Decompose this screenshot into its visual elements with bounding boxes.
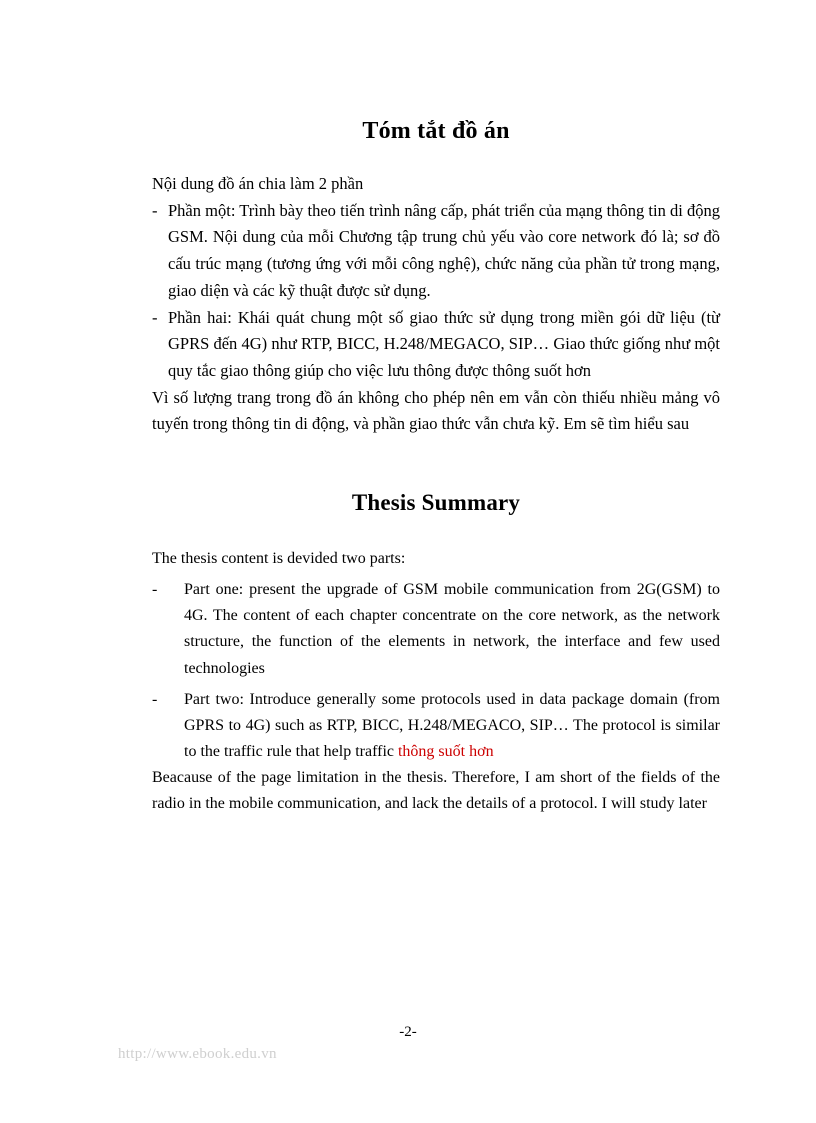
vietnamese-intro-paragraph: Nội dung đồ án chia làm 2 phần: [152, 174, 364, 193]
bullet-text: Part one: present the upgrade of GSM mobile communication from 2G(GSM) to 4G. The content of each chapter concentrate on the core network, as the network structure, the function of the elements in network, the interface and few used technologies: [184, 581, 720, 677]
english-bullet-2: [152, 687, 720, 765]
document-body: [152, 118, 720, 817]
english-intro-paragraph: The thesis content is devided two parts:: [152, 550, 406, 568]
bullet-marker: -: [152, 307, 158, 327]
english-section: [152, 546, 720, 817]
page-number: -2-: [399, 1024, 417, 1040]
vietnamese-bullet-1: [152, 198, 720, 305]
page-title-english: Thesis Summary: [351, 490, 521, 516]
bullet-text-highlighted: thông suốt hơn: [397, 742, 494, 760]
bullet-text: [172, 687, 720, 765]
watermark-url: http://www.ebook.edu.vn: [118, 1046, 277, 1062]
bullet-text-plain: Part two: Introduce generally some protocols used in data package domain (from GPRS to 4G) such as RTP, BICC, H.248/MEGACO, SIP… The protocol is similar to the traffic rule that help traffic: [184, 690, 720, 760]
english-closing-paragraph: Beacause of the page limitation in the thesis. Therefore, I am short of the fields of the radio in the mobile communication, and lack the details of a protocol. I will study later: [152, 768, 720, 812]
vietnamese-closing-paragraph: Vì số lượng trang trong đồ án không cho phép nên em vẫn còn thiếu nhiều mảng vô tuyến trong thông tin di động, và phần giao thức vẫn chưa kỹ. Em sẽ tìm hiểu sau: [152, 387, 720, 434]
bullet-marker: -: [152, 581, 158, 599]
bullet-marker: -: [152, 690, 158, 708]
bullet-text: Phần hai: Khái quát chung một số giao thức sử dụng trong miền gói dữ liệu (từ GPRS đến 4G) như RTP, BICC, H.248/MEGACO, SIP… Giao thức giống như một quy tắc giao thông giúp cho việc lưu thông được thông suốt hơn: [168, 307, 720, 381]
bullet-text: Phần một: Trình bày theo tiến trình nâng cấp, phát triển của mạng thông tin di động GSM. Nội dung của mỗi Chương tập trung chủ yếu vào core network đó là; sơ đồ cấu trúc mạng (tương ứng với mỗi công nghệ), chức năng của phần tử trong mạng, giao diện và các kỹ thuật được sử dụng.: [168, 200, 720, 300]
vietnamese-bullet-2: [152, 305, 720, 385]
page-title-vietnamese: Tóm tắt đồ án: [362, 118, 510, 144]
bullet-marker: -: [152, 200, 158, 220]
english-bullet-1: [152, 577, 720, 681]
